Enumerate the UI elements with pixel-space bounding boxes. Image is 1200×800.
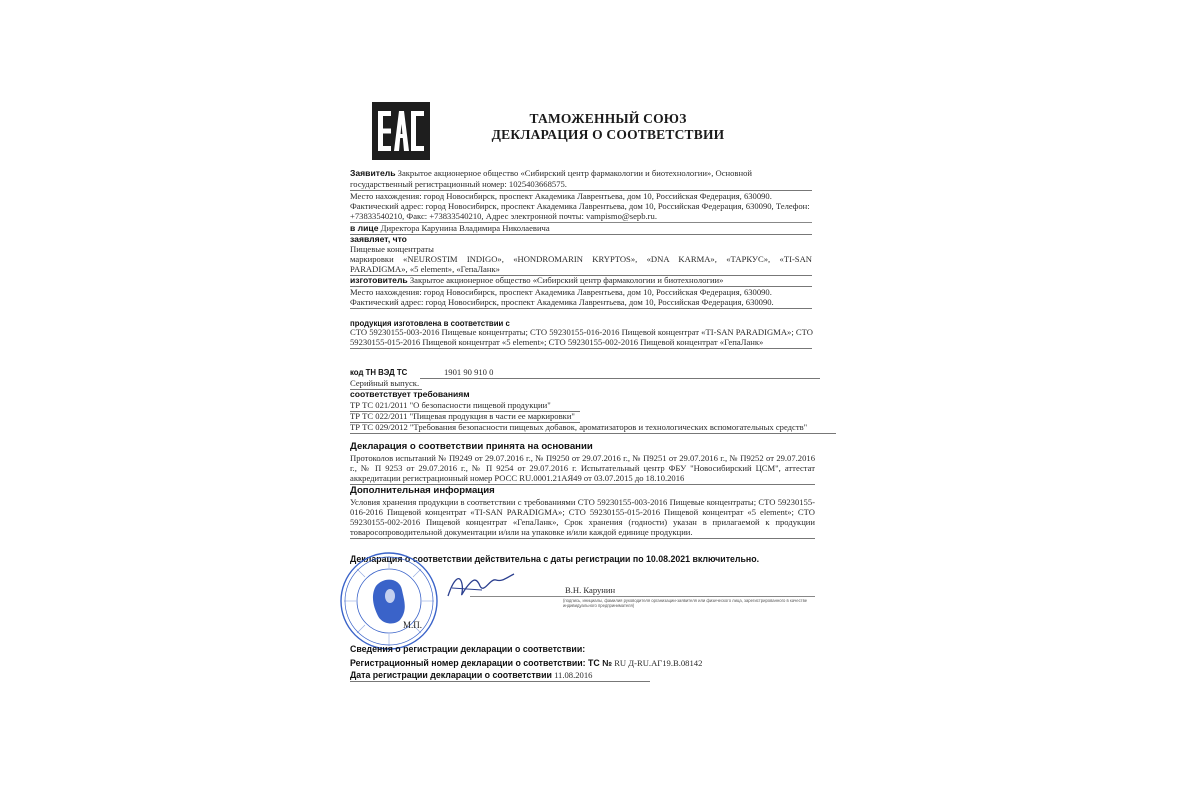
manufacturer-line-1: изготовитель Закрытое акционерное общество «Сибирский центр фармакологии и биотехнологии» [350,275,812,287]
declares-line-1: Пищевые концентраты [350,244,434,254]
requirement-1: ТР ТС 021/2011 "О безопасности пищевой продукции" [350,400,580,412]
basis-line-3: аккредитации регистрационный номер РОСС RU.0001.21АЯ49 от 03.07.2015 до 18.10.2016 [350,473,815,485]
produced-per-label: продукция изготовлена в соответствии с [350,319,510,328]
validity-statement: Декларация о соответствии действительна с даты регистрации по 10.08.2021 включительно. [350,554,760,564]
produced-per-line-2: 59230155-015-2016 Пищевой концентрат «5 element»; СТО 59230155-002-2016 Пищевой концентрат «ГепаЛанк» [350,337,812,349]
additional-line-2: 016-2016 Пищевой концентрат «TI-SAN PARADIGMA»; СТО 59230155-015-2016 Пищевой концентрат «5 element»; СТО [350,507,815,517]
declares-label: заявляет, что [350,234,407,244]
applicant-line-4: Фактический адрес: город Новосибирск, проспект Академика Лаврентьева, дом 10, Российская Федерация, 630090, Телефон: [350,201,810,211]
signature-caption-2: индивидуального предпринимателя) [563,603,635,608]
union-title: ТАМОЖЕННЫЙ СОЮЗ [529,111,687,126]
manufacturer-label: изготовитель [350,275,408,285]
applicant-label: Заявитель [350,168,396,178]
requirements-label: соответствует требованиям [350,389,470,399]
declares-line-2: маркировки «NEUROSTIM INDIGO», «HONDROMARIN KRYPTOS», «DNA KARMA», «ТАРКУС», «TI-SAN [350,254,812,264]
declares-line-3: PARADIGMA», «5 element», «ГепаЛанк» [350,264,812,276]
registration-date-label: Дата регистрации декларации о соответствии [350,670,552,680]
produced-per-line-1: СТО 59230155-003-2016 Пищевые концентраты; СТО 59230155-016-2016 Пищевой концентрат «TI-SAN PARADIGMA»; СТО [350,327,813,337]
applicant-line-1: Заявитель Закрытое акционерное общество «Сибирский центр фармакологии и биотехнологии», Основной [350,168,752,178]
document-header [478,111,738,143]
manufacturer-line-3: Фактический адрес: город Новосибирск, проспект Академика Лаврентьева, дом 10, Российская Федерация, 630090. [350,297,812,309]
tnved-value: 1901 90 910 0 [420,367,820,379]
tnved-label: код ТН ВЭД ТС [350,368,408,377]
registration-number: RU Д-RU.АГ19.В.08142 [614,658,703,668]
registration-heading: Сведения о регистрации декларации о соответствии: [350,644,586,654]
additional-line-3: 59230155-002-2016 Пищевой концентрат «ГепаЛанк», Срок хранения (годности) указан в прилагаемой к продукции [350,517,815,527]
stamp-mark: М.П. [403,620,423,630]
additional-line-1: Условия хранения продукции в соответствии с требованиями СТО 59230155-003-2016 Пищевые концентраты; СТО 59230155- [350,497,815,507]
applicant-line-3: Место нахождения: город Новосибирск, проспект Академика Лаврентьева, дом 10, Российская Федерация, 630090. [350,191,772,201]
applicant-line-2: государственный регистрационный номер: 1025403668575. [350,179,812,191]
eac-logo [372,102,430,160]
registration-number-label: Регистрационный номер декларации о соответствии: ТС № [350,658,613,668]
additional-line-4: товаросопроводительной документации и/или на упаковке и/или каждой единице продукции. [350,527,815,539]
applicant-line-5: +73833540210, Факс: +73833540210, Адрес электронной почты: vampismo@sepb.ru. [350,211,657,221]
basis-line-2: г., № П 9253 от 29.07.2016 г., № П 9254 от 29.07.2016 г. Испытательный центр ФБУ "Новосибирский ЦСМ", аттестат [350,463,815,473]
in-person-label: в лице [350,223,379,233]
additional-label: Дополнительная информация [350,485,495,496]
signature-caption-1: (подпись, инициалы, фамилия руководителя организации-заявителя или физического лица, зарегистрированного в качестве [563,598,808,603]
declaration-title: ДЕКЛАРАЦИЯ О СООТВЕТСТВИИ [491,127,725,142]
manufacturer-line-2: Место нахождения: город Новосибирск, проспект Академика Лаврентьева, дом 10, Российская Федерация, 630090. [350,287,772,297]
registration-date: 11.08.2016 [554,670,593,680]
signature [440,566,520,606]
signatory-name: В.Н. Карунин [565,585,616,595]
requirement-3: ТР ТС 029/2012 "Требования безопасности пищевых добавок, ароматизаторов и технологических вспомогательных средств" [350,422,836,434]
registration-number-line [350,658,702,669]
requirement-2: ТР ТС 022/2011 "Пищевая продукция в части ее маркировки" [350,411,580,423]
serial-release: Серийный выпуск. [350,378,422,390]
company-seal [338,550,440,652]
basis-label: Декларация о соответствии принята на основании [350,441,593,452]
in-person-line: в лице Директора Карунина Владимира Николаевича [350,223,812,235]
signature-line [470,596,815,597]
registration-date-line [350,670,650,682]
basis-line-1: Протоколов испытаний № П9249 от 29.07.2016 г., № П9250 от 29.07.2016 г., № П9251 от 29.07.2016 г., № П9252 от 29.07.2016 [350,453,815,463]
